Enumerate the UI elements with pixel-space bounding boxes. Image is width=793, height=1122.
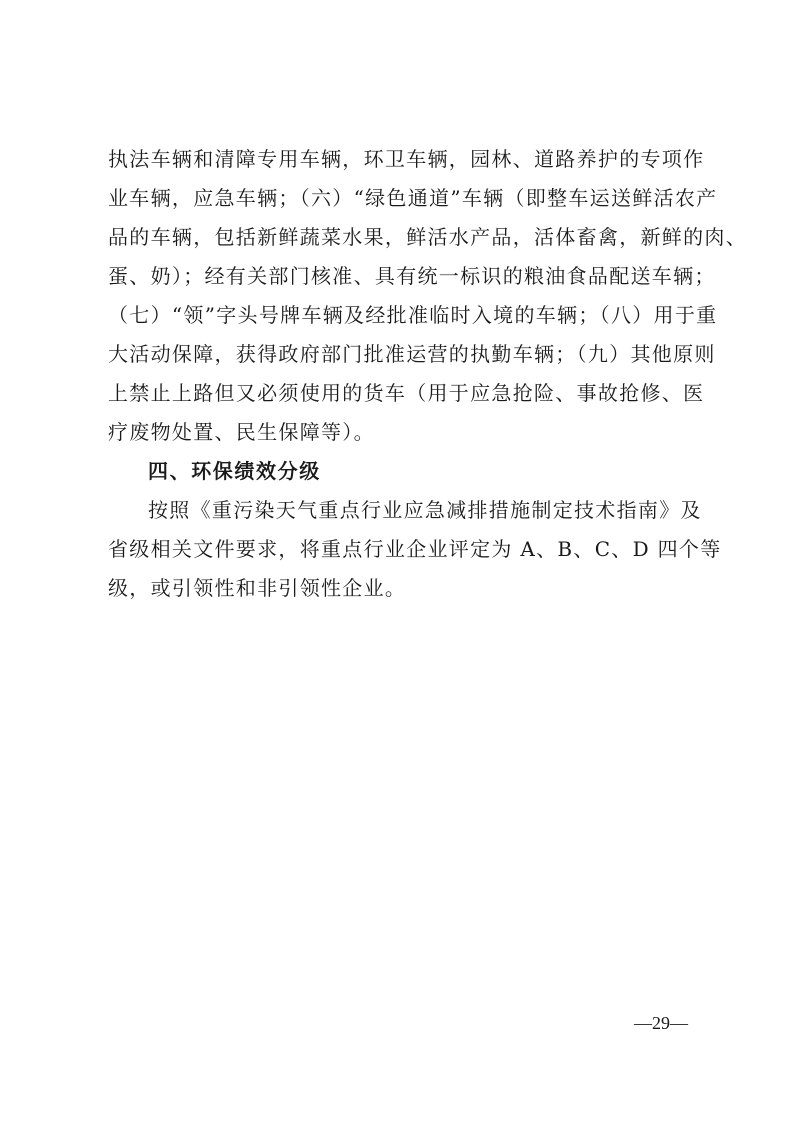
text-line: 品的车辆，包括新鲜蔬菜水果，鲜活水产品，活体畜禽，新鲜的肉、 <box>108 225 747 249</box>
page-number: —29— <box>634 1013 688 1033</box>
text-line: 大活动保障，获得政府部门批准运营的执勤车辆；（九）其他原则 <box>108 342 716 366</box>
text-line: 业车辆，应急车辆；（六）“绿色通道”车辆（即整车运送鲜活农产 <box>108 186 718 210</box>
text-line: （七）“领”字头号牌车辆及经批准临时入境的车辆；（八）用于重 <box>108 303 718 327</box>
text-line: 蛋、奶）；经有关部门核准、具有统一标识的粮油食品配送车辆； <box>108 264 716 288</box>
text-line: 省级相关文件要求，将重点行业企业评定为 A、B、C、D 四个等 <box>108 537 722 561</box>
text-line: 按照《重污染天气重点行业应急减排措施制定技术指南》及 <box>148 498 702 522</box>
paragraph-vehicle-exemptions <box>108 140 747 608</box>
text-line: 上禁止上路但又必须使用的货车（用于应急抢险、事故抢修、医 <box>108 381 705 405</box>
text-line: 执法车辆和清障专用车辆，环卫车辆，园林、道路养护的专项作 <box>108 147 705 171</box>
text-line: 级，或引领性和非引领性企业。 <box>108 576 407 600</box>
text-line: 疗废物处置、民生保障等）。 <box>108 420 375 444</box>
section-heading: 四、环保绩效分级 <box>148 459 321 483</box>
